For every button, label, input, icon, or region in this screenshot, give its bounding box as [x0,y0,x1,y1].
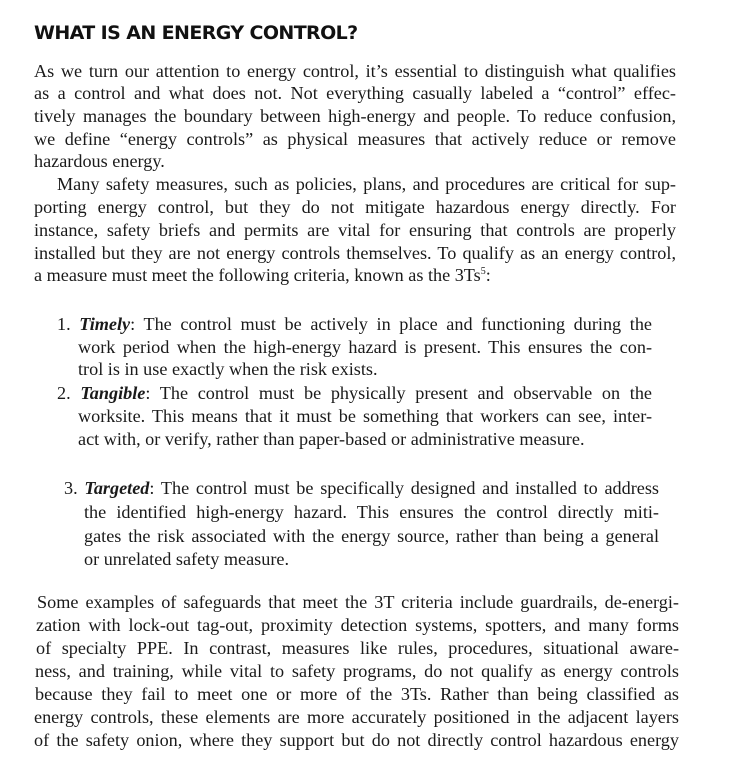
criterion-text: : The control must be specifically designed and installed to address [149,478,659,498]
text-line: gates the risk associated with the energy source, rather than being a general [84,526,659,546]
text-line: porting energy control, but they do not mitigate hazardous energy directly. For [34,197,676,217]
text-line: Some examples of safeguards that meet the 3T criteria include guardrails, de-energi- [37,592,679,612]
criterion-term: Targeted [84,478,150,498]
text-line: zation with lock-out tag-out, proximity detection systems, spotters, and many forms [36,615,679,635]
list-number: 1. [57,314,71,334]
text-line: Many safety measures, such as policies, plans, and procedures are critical for sup- [57,174,676,194]
text-run: : [485,265,491,285]
footnote-ref: 5 [480,266,486,277]
list-number: 2. [57,383,71,403]
text-line: we define “energy controls” as physical measures that actively reduce or remove [34,129,676,149]
text-line: ness, and training, while vital to safety programs, do not qualify as energy controls [35,661,679,681]
text-line [64,478,659,499]
text-line: hazardous energy. [34,151,165,171]
text-line: trol is in use exactly when the risk exists. [78,359,378,379]
criterion-text: : The control must be physically present and observable on the [145,383,652,403]
text-line: because they fail to meet one or more of the 3Ts. Rather than being classified as [35,684,679,704]
text-line: of specialty PPE. In contrast, measures like rules, procedures, situational aware- [36,638,679,658]
criterion-text: : The control must be actively in place and functioning during the [130,314,653,334]
criterion-term: Timely [79,314,131,334]
text-line: energy controls, these elements are more accurately positioned in the adjacent layers [34,707,679,727]
text-line: worksite. This means that it must be something that workers can see, inter- [78,406,652,426]
text-line [57,314,652,335]
text-line: act with, or verify, rather than paper-based or administrative measure. [78,429,585,449]
text-line: of the safety onion, where they support but do not directly control hazardous energy [34,730,679,750]
text-line: the identified high-energy hazard. This ensures the control directly miti- [84,502,659,522]
text-line [34,265,491,286]
text-line: installed but they are not energy controls themselves. To qualify as an energy control, [34,243,676,263]
text-line: instance, safety briefs and permits are vital for ensuring that controls are properly [34,220,676,240]
list-number: 3. [64,478,78,498]
section-heading: WHAT IS AN ENERGY CONTROL? [34,22,358,44]
text-line: As we turn our attention to energy control, it’s essential to distinguish what qualifies [34,61,676,81]
criterion-term: Tangible [80,383,146,403]
text-line: or unrelated safety measure. [84,549,290,569]
text-line: work period when the high-energy hazard is present. This ensures the con- [78,337,652,357]
text-line [57,383,652,404]
text-run: a measure must meet the following criteria, known as the 3Ts [34,265,481,285]
text-line: tively manages the boundary between high-energy and people. To reduce confusion, [34,106,676,126]
text-line: as a control and what does not. Not everything casually labeled a “control” effec- [34,83,676,103]
